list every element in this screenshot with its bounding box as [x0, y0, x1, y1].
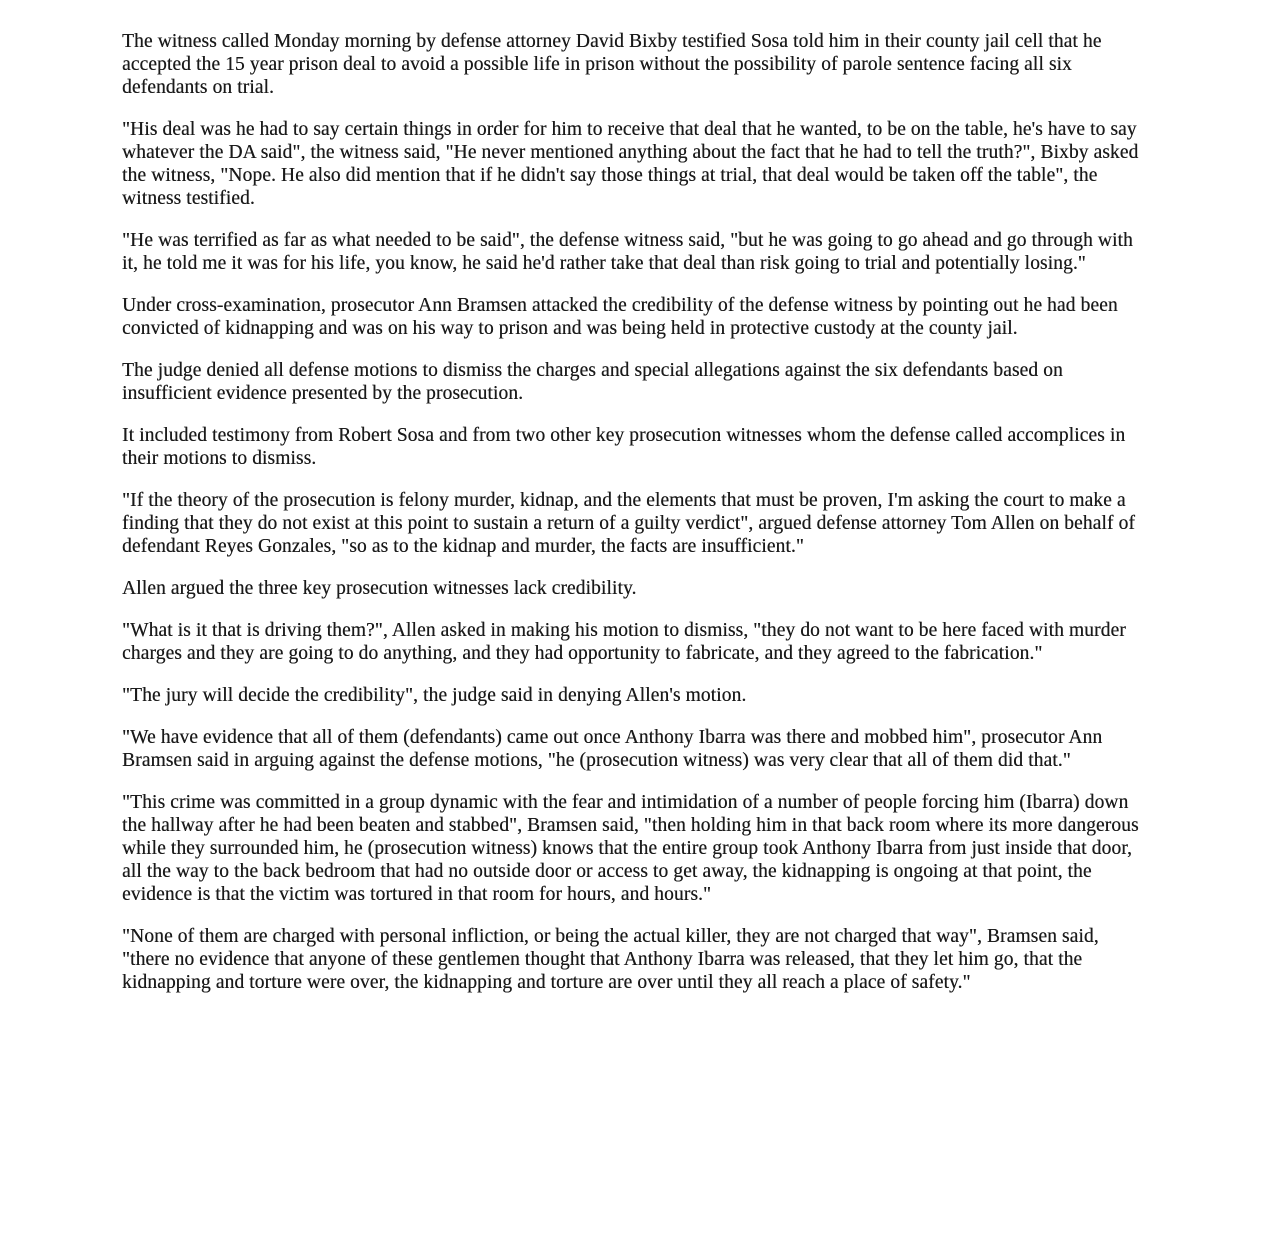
paragraph: "He was terrified as far as what needed to be said", the defense witness said, "but he was going to go ahead and go through with it, he told me it was for his life, you know, he said he'd rather take that deal than risk going to trial and potentially losing."	[122, 230, 1133, 274]
paragraph: "The jury will decide the credibility", the judge said in denying Allen's motion.	[122, 685, 747, 706]
paragraph: Allen argued the three key prosecution witnesses lack credibility.	[122, 578, 637, 599]
paragraph: "We have evidence that all of them (defendants) came out once Anthony Ibarra was there and mobbed him", prosecutor Ann Bramsen said in arguing against the defense motions, "he (prosecution witness) was very clear that all of them did that."	[122, 727, 1103, 771]
paragraph: Under cross-examination, prosecutor Ann Bramsen attacked the credibility of the defense witness by pointing out he had been convicted of kidnapping and was on his way to prison and was being held in protective custody at the county jail.	[122, 295, 1118, 339]
paragraph: "This crime was committed in a group dynamic with the fear and intimidation of a number of people forcing him (Ibarra) down the hallway after he had been beaten and stabbed", Bramsen said, "then holding him in that back room where its more dangerous while they surrounded him, he (prosecution witness) knows that the entire group took Anthony Ibarra from just inside that door, all the way to the back bedroom that had no outside door or access to get away, the kidnapping is ongoing at that point, the evidence is that the victim was tortured in that room for hours, and hours."	[122, 792, 1139, 905]
paragraph: It included testimony from Robert Sosa and from two other key prosecution witnesses whom the defense called accomplices in their motions to dismiss.	[122, 425, 1126, 469]
paragraph: "If the theory of the prosecution is felony murder, kidnap, and the elements that must be proven, I'm asking the court to make a finding that they do not exist at this point to sustain a return of a guilty verdict", argued defense attorney Tom Allen on behalf of defendant Reyes Gonzales, "so as to the kidnap and murder, the facts are insufficient."	[122, 490, 1135, 557]
paragraph: "What is it that is driving them?", Allen asked in making his motion to dismiss, "they do not want to be here faced with murder charges and they are going to do anything, and they had opportunity to fabricate, and they agreed to the fabrication."	[122, 620, 1126, 664]
paragraph: "His deal was he had to say certain things in order for him to receive that deal that he wanted, to be on the table, he's have to say whatever the DA said", the witness said, "He never mentioned anything about the fact that he had to tell the truth?", Bixby asked the witness, "Nope. He also did mention that if he didn't say those things at trial, that deal would be taken off the table", the witness testified.	[122, 119, 1139, 209]
paragraph: "None of them are charged with personal infliction, or being the actual killer, they are not charged that way", Bramsen said, "there no evidence that anyone of these gentlemen thought that Anthony Ibarra was released, that they let him go, that the kidnapping and torture were over, the kidnapping and torture are over until they all reach a place of safety."	[122, 926, 1099, 993]
paragraph: The judge denied all defense motions to dismiss the charges and special allegations against the six defendants based on insufficient evidence presented by the prosecution.	[122, 360, 1063, 404]
paragraph: The witness called Monday morning by defense attorney David Bixby testified Sosa told him in their county jail cell that he accepted the 15 year prison deal to avoid a possible life in prison without the possibility of parole sentence facing all six defendants on trial.	[122, 31, 1102, 98]
